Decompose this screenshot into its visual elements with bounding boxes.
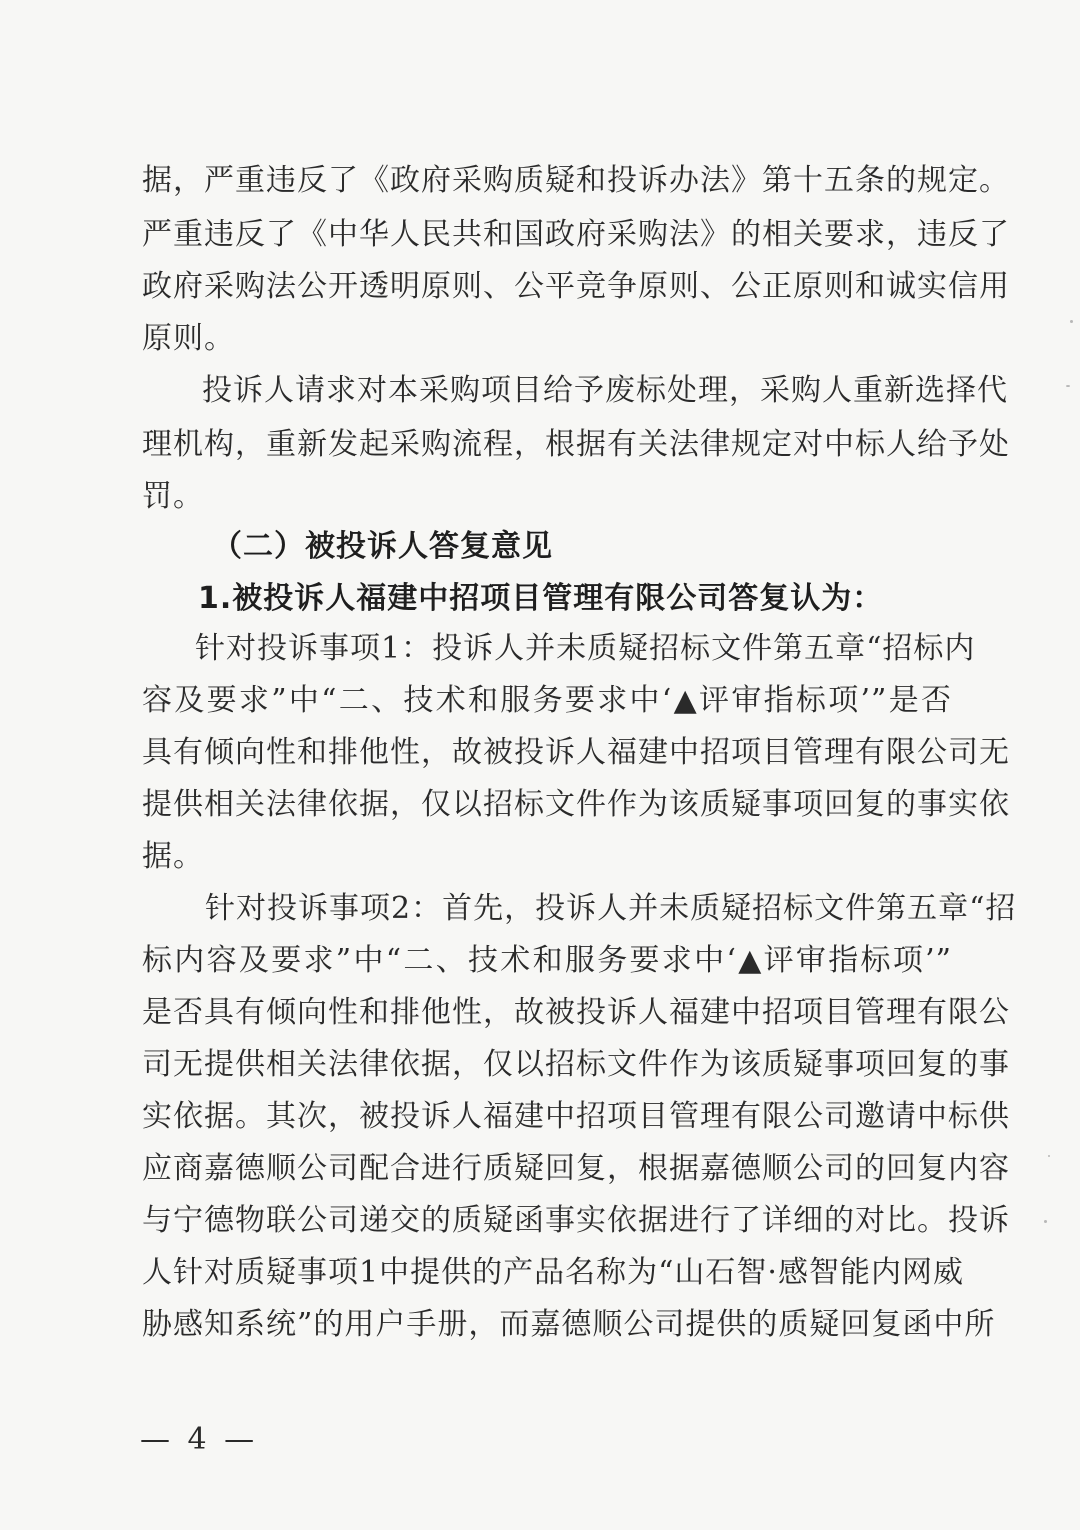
- paragraph-start-line: 针对投诉事项2：首先，投诉人并未质疑招标文件第五章“招: [205, 891, 1017, 926]
- text-line: 理机构，重新发起采购流程，根据有关法律规定对中标人给予处: [142, 427, 1010, 462]
- text-line: 与宁德物联公司递交的质疑函事实依据进行了详细的对比。投诉: [142, 1203, 1010, 1238]
- text-line: 据，严重违反了《政府采购质疑和投诉办法》第十五条的规定。: [142, 163, 1010, 198]
- scan-speck: [1048, 1155, 1050, 1157]
- text-line: 实依据。其次，被投诉人福建中招项目管理有限公司邀请中标供: [142, 1099, 1010, 1134]
- text-line: 司无提供相关法律依据，仅以招标文件作为该质疑事项回复的事: [142, 1047, 1010, 1082]
- text-line: 严重违反了《中华人民共和国政府采购法》的相关要求，违反了: [142, 217, 1010, 252]
- scan-speck: [1066, 385, 1070, 387]
- text-line: 据。: [142, 839, 204, 874]
- text-line: 提供相关法律依据，仅以招标文件作为该质疑事项回复的事实依: [142, 787, 1010, 822]
- text-line: 人针对质疑事项1中提供的产品名称为“山石智·感智能内网威: [142, 1255, 964, 1290]
- text-line: 罚。: [142, 479, 204, 514]
- subsection-heading: 1.被投诉人福建中招项目管理有限公司答复认为：: [198, 581, 884, 616]
- text-line: 胁感知系统”的用户手册，而嘉德顺公司提供的质疑回复函中所: [142, 1307, 996, 1342]
- text-line: 具有倾向性和排他性，故被投诉人福建中招项目管理有限公司无: [142, 735, 1010, 770]
- text-line: 政府采购法公开透明原则、公平竞争原则、公正原则和诚实信用: [142, 269, 1010, 304]
- text-line: 标内容及要求”中“二、技术和服务要求中‘▲评审指标项’”: [142, 943, 952, 978]
- scan-speck: [1044, 1220, 1047, 1223]
- text-line: 应商嘉德顺公司配合进行质疑回复，根据嘉德顺公司的回复内容: [142, 1151, 1010, 1186]
- text-line: 是否具有倾向性和排他性，故被投诉人福建中招项目管理有限公: [142, 995, 1010, 1030]
- text-line: 原则。: [142, 321, 235, 356]
- paragraph-start-line: 针对投诉事项1：投诉人并未质疑招标文件第五章“招标内: [195, 631, 976, 666]
- paragraph-start-line: 投诉人请求对本采购项目给予废标处理，采购人重新选择代: [202, 373, 1008, 408]
- text-line: 容及要求”中“二、技术和服务要求中‘▲评审指标项’”是否: [142, 683, 952, 718]
- section-heading: （二）被投诉人答复意见: [212, 529, 553, 564]
- scan-speck: [1070, 320, 1073, 323]
- page-number: — 4 —: [140, 1422, 259, 1457]
